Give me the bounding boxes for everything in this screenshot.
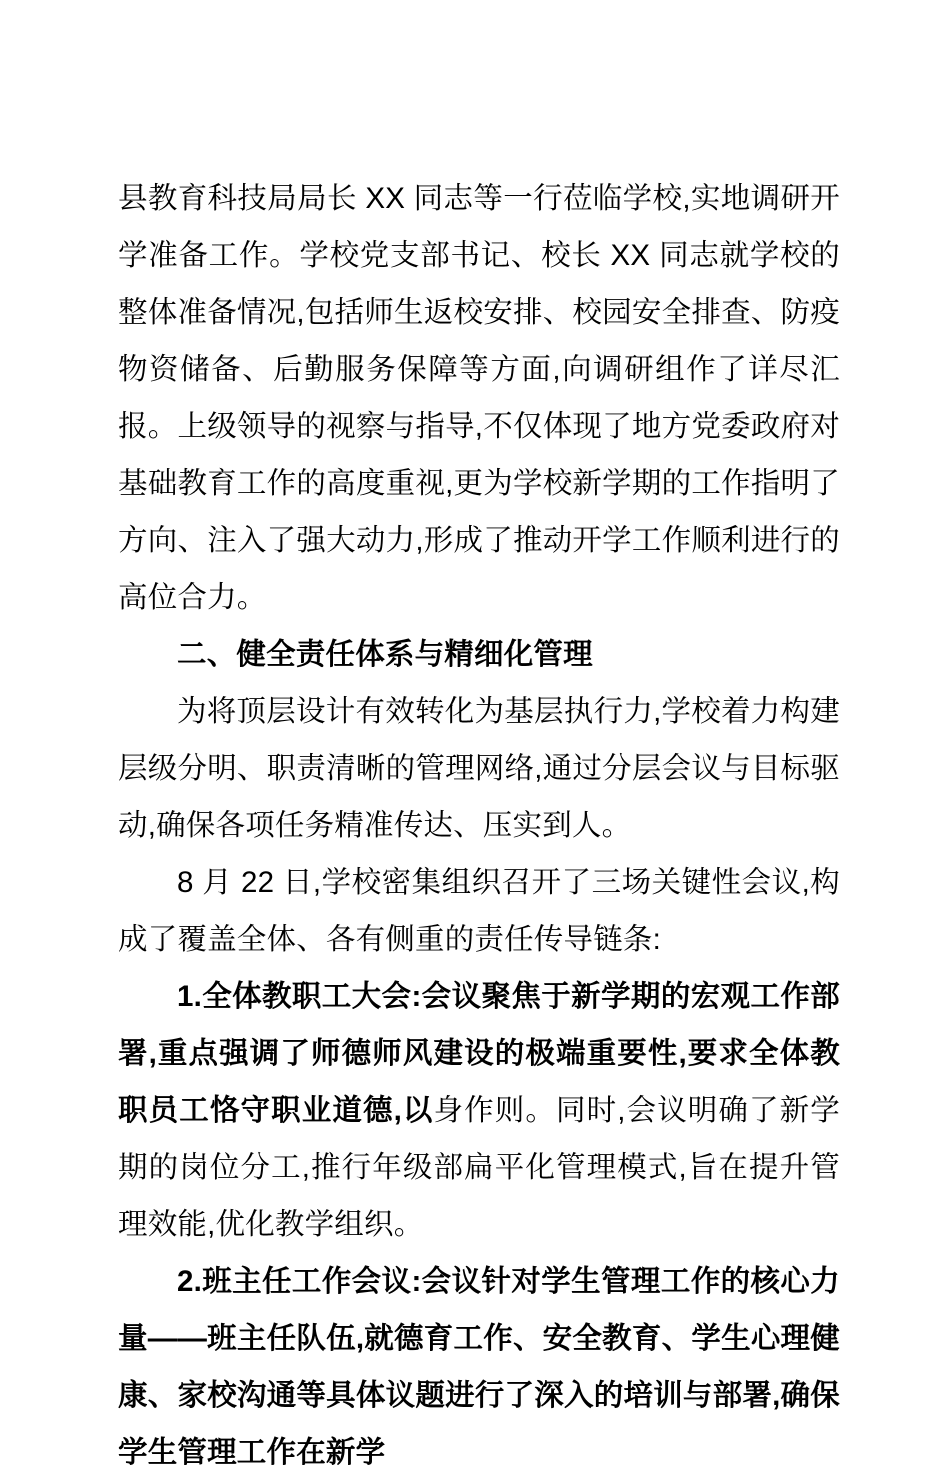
- section-heading: 二、健全责任体系与精细化管理: [177, 638, 593, 671]
- list-item-2: 2.班主任工作会议:会议针对学生管理工作的核心力量——班主任队伍,就德育工作、安全教育、学生心理健康、家校沟通等具体议题进行了深入的培训与部署,确保学生管理工作在新学: [118, 1265, 840, 1469]
- list-item-1: [118, 968, 840, 1253]
- list-item-1-rest: 身作则。同时,会议明确了新学期的岗位分工,推行年级部扁平化管理模式,旨在提升管理效能,优化教学组织。: [118, 1094, 840, 1241]
- paragraph-body: 为将顶层设计有效转化为基层执行力,学校着力构建层级分明、职责清晰的管理网络,通过分层会议与目标驱动,确保各项任务精准传达、压实到人。: [118, 695, 840, 842]
- paragraph-meetings-intro: 8 月 22 日,学校密集组织召开了三场关键性会议,构成了覆盖全体、各有侧重的责任传导链条:: [118, 866, 840, 956]
- paragraph-continuation: 县教育科技局局长 XX 同志等一行莅临学校,实地调研开学准备工作。学校党支部书记、校长 XX 同志就学校的整体准备情况,包括师生返校安排、校园安全排查、防疫物资储备、后勤服务保障等方面,向调研组作了详尽汇报。上级领导的视察与指导,不仅体现了地方党委政府对基础教育工作的高度重视,更为学校新学期的工作指明了方向、注入了强大动力,形成了推动开学工作顺利进行的高位合力。: [118, 182, 840, 614]
- document-body: [118, 170, 840, 1481]
- list-item-1-lead: 1.全体教职工大会:会议聚焦于新学期的宏观工作部署,重点强调了师德师风建设的极端重要性,要求全体教职员工恪守职业道德,以: [118, 980, 840, 1127]
